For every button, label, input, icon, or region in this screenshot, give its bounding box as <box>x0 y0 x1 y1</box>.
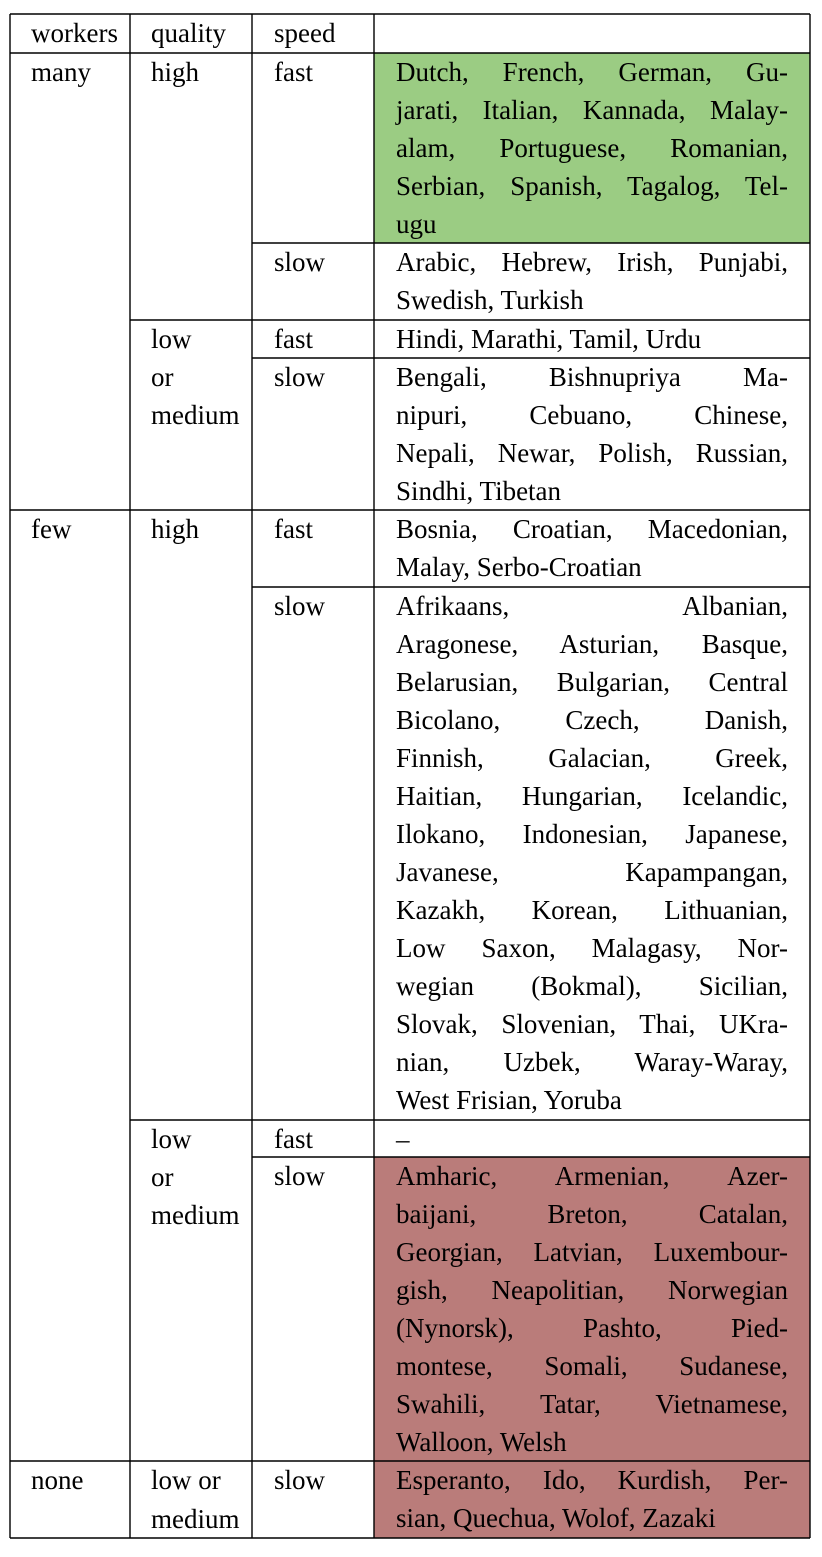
languages-few-high-slow <box>396 587 788 1119</box>
language-line: Bicolano, Czech, Danish, <box>396 705 788 735</box>
language-line: Serbian, Spanish, Tagalog, Tel- <box>396 171 788 201</box>
language-line: Bosnia, Croatian, Macedonian, <box>396 514 788 544</box>
language-line: alam, Portuguese, Romanian, <box>396 133 788 163</box>
quality-high: high <box>151 514 200 544</box>
language-line: Walloon, Welsh <box>396 1427 567 1457</box>
quality-medium: medium <box>151 1200 240 1230</box>
language-line: Esperanto, Ido, Kurdish, Per- <box>396 1465 788 1495</box>
language-line: Hindi, Marathi, Tamil, Urdu <box>396 324 702 354</box>
language-line: Amharic, Armenian, Azer- <box>396 1161 788 1191</box>
languages-many-high-slow <box>396 243 788 319</box>
language-line: Low Saxon, Malagasy, Nor- <box>396 933 788 963</box>
speed-fast: fast <box>274 514 313 544</box>
workers-few: few <box>31 514 72 544</box>
speed-slow: slow <box>274 591 326 621</box>
languages-many-low-slow <box>396 358 788 510</box>
speed-slow: slow <box>274 362 326 392</box>
language-line: jarati, Italian, Kannada, Malay- <box>396 95 788 125</box>
languages-few-low-fast <box>396 1120 788 1158</box>
language-line: Dutch, French, German, Gu- <box>396 57 788 87</box>
language-line: wegian (Bokmal), Sicilian, <box>396 971 788 1001</box>
language-line: Slovak, Slovenian, Thai, UKra- <box>396 1009 788 1039</box>
language-line: Arabic, Hebrew, Irish, Punjabi, <box>396 247 788 277</box>
language-line: baijani, Breton, Catalan, <box>396 1199 788 1229</box>
language-line: Ilokano, Indonesian, Japanese, <box>396 819 788 849</box>
language-line: Swahili, Tatar, Vietnamese, <box>396 1389 788 1419</box>
language-line: Javanese, Kapampangan, <box>396 857 788 887</box>
speed-fast: fast <box>274 57 313 87</box>
header-speed: speed <box>274 18 336 48</box>
language-line: Finnish, Galacian, Greek, <box>396 743 788 773</box>
quality-low: low <box>151 324 192 354</box>
language-line: Kazakh, Korean, Lithuanian, <box>396 895 788 925</box>
language-line: nipuri, Cebuano, Chinese, <box>396 400 788 430</box>
speed-slow: slow <box>274 247 326 277</box>
header-quality: quality <box>151 18 226 48</box>
language-line: West Frisian, Yoruba <box>396 1085 622 1115</box>
speed-fast: fast <box>274 1124 313 1154</box>
quality-or: or <box>151 1162 174 1192</box>
quality-medium: medium <box>151 400 240 430</box>
quality-or: or <box>151 362 174 392</box>
language-line: Belarusian, Bulgarian, Central <box>396 667 788 697</box>
language-line: Afrikaans, Albanian, <box>396 591 788 621</box>
languages-few-high-fast <box>396 510 788 586</box>
language-line: Georgian, Latvian, Luxembour- <box>396 1237 788 1267</box>
quality-low: low <box>151 1124 192 1154</box>
speed-slow: slow <box>274 1161 326 1191</box>
language-line: Aragonese, Asturian, Basque, <box>396 629 788 659</box>
language-line: nian, Uzbek, Waray-Waray, <box>396 1047 788 1077</box>
language-line: montese, Somali, Sudanese, <box>396 1351 788 1381</box>
language-line: Haitian, Hungarian, Icelandic, <box>396 781 788 811</box>
language-line: sian, Quechua, Wolof, Zazaki <box>396 1503 716 1533</box>
language-line: Swedish, Turkish <box>396 285 584 315</box>
languages-few-low-slow <box>396 1157 788 1461</box>
languages-many-high-fast <box>396 53 788 243</box>
language-line: gish, Neapolitian, Norwegian <box>396 1275 788 1305</box>
header-workers: workers <box>31 18 118 48</box>
speed-fast: fast <box>274 324 313 354</box>
language-line: ugu <box>396 209 437 239</box>
quality-low-or: low or <box>151 1465 221 1495</box>
quality-medium: medium <box>151 1504 240 1534</box>
languages-none-low-slow <box>396 1461 788 1537</box>
workers-none: none <box>31 1465 84 1495</box>
speed-slow: slow <box>274 1465 326 1495</box>
language-line: Sindhi, Tibetan <box>396 476 562 506</box>
language-line: – <box>396 1124 410 1154</box>
language-line: Nepali, Newar, Polish, Russian, <box>396 438 788 468</box>
language-line: Bengali, Bishnupriya Ma- <box>396 362 788 392</box>
workers-many: many <box>31 57 91 87</box>
quality-high: high <box>151 57 200 87</box>
languages-many-low-fast <box>396 320 788 358</box>
language-line: (Nynorsk), Pashto, Pied- <box>396 1313 788 1343</box>
language-line: Malay, Serbo-Croatian <box>396 552 642 582</box>
